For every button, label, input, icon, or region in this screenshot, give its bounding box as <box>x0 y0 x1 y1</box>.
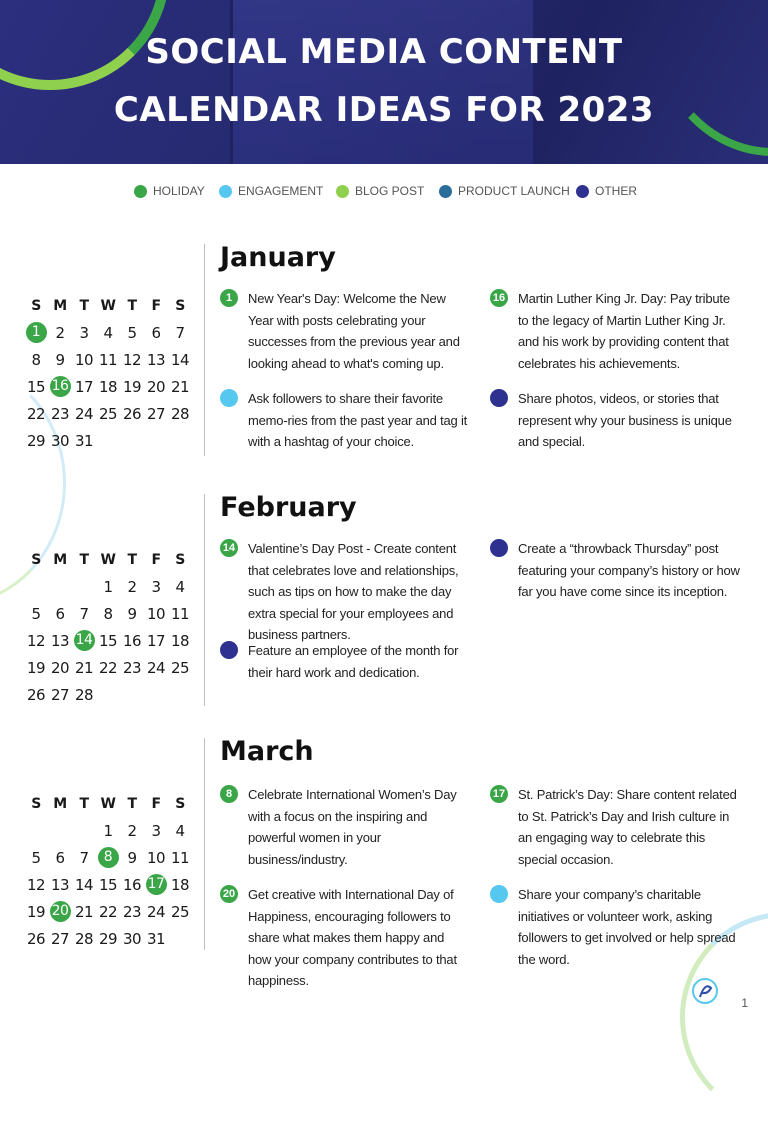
calendar-day: 11 <box>170 604 190 623</box>
event-text: St. Patrick’s Day: Share content related to St. Patrick’s Day and Irish culture in an engaging way to celebrate this special occasion. <box>518 787 737 867</box>
calendar-day: 10 <box>74 350 94 369</box>
weekday-label: T <box>79 795 89 812</box>
calendar-day: 28 <box>170 404 190 423</box>
legend-label: ENGAGEMENT <box>238 184 324 198</box>
weekday-label: T <box>127 551 137 568</box>
weekday-label: W <box>100 551 116 568</box>
weekday-label: T <box>79 297 89 314</box>
calendar-day: 12 <box>26 631 46 650</box>
calendar-day: 1 <box>103 577 113 596</box>
calendar-day: 5 <box>31 604 41 623</box>
calendar-week-row <box>24 427 192 454</box>
calendar-day: 23 <box>122 658 142 677</box>
calendar-day: 23 <box>50 404 70 423</box>
weekday-label: T <box>79 551 89 568</box>
section-divider <box>204 244 205 456</box>
weekday-label: S <box>31 795 41 812</box>
calendar-day: 14 <box>74 875 94 894</box>
calendar-day: 14 <box>170 350 190 369</box>
calendar-day: 25 <box>98 404 118 423</box>
legend-dot-icon <box>576 185 589 198</box>
page-title-line2: CALENDAR IDEAS FOR 2023 <box>113 90 655 130</box>
legend-label: HOLIDAY <box>153 184 205 198</box>
calendar-weeks <box>24 817 192 952</box>
calendar-week-row <box>24 817 192 844</box>
calendar-day: 10 <box>146 848 166 867</box>
calendar-day: 3 <box>151 577 161 596</box>
calendar-day: 12 <box>26 875 46 894</box>
calendar-week-row <box>24 346 192 373</box>
weekday-label: F <box>151 795 161 812</box>
event-item <box>220 784 470 870</box>
calendar-day: 30 <box>122 929 142 948</box>
calendar-day: 3 <box>151 821 161 840</box>
calendar-day: 5 <box>127 323 137 342</box>
calendar-week-row <box>24 627 192 654</box>
other-dot-icon <box>220 641 238 659</box>
event-item <box>220 288 470 374</box>
weekday-label: T <box>127 795 137 812</box>
highlighted-day-number: 16 <box>50 376 71 397</box>
calendar-day: 27 <box>50 685 70 704</box>
calendar-day: 29 <box>26 431 46 450</box>
calendar-day: 19 <box>26 902 46 921</box>
calendar-day: 30 <box>50 431 70 450</box>
calendar-day: 15 <box>98 875 118 894</box>
company-logo-icon <box>690 976 720 1006</box>
legend-label: OTHER <box>595 184 637 198</box>
event-item <box>490 288 740 374</box>
calendar-day: 8 <box>103 604 113 623</box>
section-divider <box>204 494 205 706</box>
calendar-day: 8 <box>31 350 41 369</box>
calendar-day: 25 <box>170 902 190 921</box>
calendar-day: 24 <box>146 658 166 677</box>
calendar-day: 13 <box>50 875 70 894</box>
calendar-day: 10 <box>146 604 166 623</box>
calendar-weeks <box>24 573 192 708</box>
highlighted-day-number: 8 <box>98 847 119 868</box>
section-divider <box>204 738 205 950</box>
weekday-label: S <box>31 297 41 314</box>
legend-label: PRODUCT LAUNCH <box>458 184 570 198</box>
header-banner <box>0 0 768 164</box>
month-title-february: February <box>220 492 357 523</box>
event-text: Ask followers to share their favorite memo-ries from the past year and tag it with a hashtag of your choice. <box>248 391 468 449</box>
calendar-week-row <box>24 319 192 346</box>
calendar-day-highlighted <box>48 901 72 922</box>
weekday-label: M <box>53 795 67 812</box>
calendar-day: 9 <box>55 350 65 369</box>
calendar-day-highlighted <box>48 376 72 397</box>
calendar-day: 26 <box>26 929 46 948</box>
page-number: 1 <box>741 996 748 1010</box>
calendar-day: 4 <box>103 323 113 342</box>
holiday-badge-icon: 17 <box>490 785 508 803</box>
legend-product-launch <box>439 184 570 198</box>
calendar-week-row <box>24 871 192 898</box>
calendar-day: 26 <box>26 685 46 704</box>
calendar-day: 13 <box>146 350 166 369</box>
calendar-day: 16 <box>122 631 142 650</box>
weekday-label: F <box>151 551 161 568</box>
legend-dot-icon <box>134 185 147 198</box>
calendar-day: 18 <box>170 875 190 894</box>
highlighted-day-number: 17 <box>146 874 167 895</box>
calendar-weeks <box>24 319 192 454</box>
calendar-day: 17 <box>74 377 94 396</box>
calendar-january <box>24 292 192 454</box>
calendar-march <box>24 790 192 952</box>
calendar-week-row <box>24 844 192 871</box>
calendar-day-highlighted <box>144 874 168 895</box>
calendar-week-row <box>24 573 192 600</box>
calendar-day: 19 <box>122 377 142 396</box>
other-dot-icon <box>490 389 508 407</box>
weekday-label: T <box>127 297 137 314</box>
calendar-week-row <box>24 400 192 427</box>
calendar-day: 12 <box>122 350 142 369</box>
calendar-day: 4 <box>175 821 185 840</box>
event-item <box>490 538 740 603</box>
weekday-label: S <box>31 551 41 568</box>
calendar-day: 6 <box>55 848 65 867</box>
calendar-day: 16 <box>122 875 142 894</box>
month-title-march: March <box>220 736 314 767</box>
calendar-february <box>24 546 192 708</box>
calendar-day: 28 <box>74 929 94 948</box>
calendar-day: 5 <box>31 848 41 867</box>
calendar-day: 15 <box>98 631 118 650</box>
calendar-day: 21 <box>74 658 94 677</box>
calendar-day: 2 <box>55 323 65 342</box>
holiday-badge-icon: 8 <box>220 785 238 803</box>
calendar-day: 18 <box>98 377 118 396</box>
event-text: Get creative with International Day of Happiness, encouraging followers to share what makes them happy and how your company contributes to that happiness. <box>248 887 457 988</box>
legend-engagement <box>219 184 323 198</box>
header-ring-right-icon <box>650 0 768 156</box>
calendar-day: 7 <box>79 604 89 623</box>
event-item <box>220 884 470 992</box>
event-item <box>490 884 740 970</box>
calendar-day: 21 <box>170 377 190 396</box>
calendar-day: 2 <box>127 821 137 840</box>
event-text: Valentine’s Day Post - Create content that celebrates love and relationships, such as tips on how to make the day extra special for your employees and business partners. <box>248 541 459 642</box>
calendar-day: 24 <box>74 404 94 423</box>
calendar-day: 27 <box>50 929 70 948</box>
highlighted-day-number: 14 <box>74 630 95 651</box>
calendar-day: 23 <box>122 902 142 921</box>
event-text: New Year's Day: Welcome the New Year with posts celebrating your successes from the previous year and looking ahead to what's coming up. <box>248 291 460 371</box>
weekday-label: S <box>175 551 185 568</box>
highlighted-day-number: 1 <box>26 322 47 343</box>
calendar-day: 18 <box>170 631 190 650</box>
event-text: Martin Luther King Jr. Day: Pay tribute to the legacy of Martin Luther King Jr. and his work by providing content that celebrates his achievements. <box>518 291 730 371</box>
calendar-day: 13 <box>50 631 70 650</box>
calendar-day-highlighted <box>96 847 120 868</box>
calendar-day: 11 <box>98 350 118 369</box>
legend-dot-icon <box>336 185 349 198</box>
weekday-label: S <box>175 795 185 812</box>
weekday-label: M <box>53 551 67 568</box>
calendar-day: 19 <box>26 658 46 677</box>
calendar-day: 24 <box>146 902 166 921</box>
calendar-day: 20 <box>50 658 70 677</box>
calendar-day: 7 <box>79 848 89 867</box>
calendar-week-row <box>24 654 192 681</box>
event-item <box>220 640 470 683</box>
holiday-badge-icon: 1 <box>220 289 238 307</box>
category-legend <box>0 184 768 204</box>
engagement-dot-icon <box>490 885 508 903</box>
header-background-photo <box>230 0 533 164</box>
calendar-week-row <box>24 898 192 925</box>
calendar-day: 9 <box>127 848 137 867</box>
calendar-day: 31 <box>74 431 94 450</box>
month-title-january: January <box>220 242 336 273</box>
calendar-day: 28 <box>74 685 94 704</box>
legend-dot-icon <box>219 185 232 198</box>
event-item <box>220 388 470 453</box>
legend-other <box>576 184 637 198</box>
holiday-badge-icon: 16 <box>490 289 508 307</box>
calendar-day: 9 <box>127 604 137 623</box>
calendar-day: 22 <box>26 404 46 423</box>
weekday-label: W <box>100 297 116 314</box>
legend-holiday <box>134 184 205 198</box>
event-text: Feature an employee of the month for their hard work and dedication. <box>248 643 459 680</box>
holiday-badge-icon: 14 <box>220 539 238 557</box>
calendar-day: 22 <box>98 658 118 677</box>
event-text: Share your company’s charitable initiatives or volunteer work, asking followers to get involved or help spread the word. <box>518 887 736 967</box>
weekday-header-row <box>24 546 192 573</box>
weekday-header-row <box>24 292 192 319</box>
calendar-day: 3 <box>79 323 89 342</box>
calendar-day: 26 <box>122 404 142 423</box>
event-text: Celebrate International Women’s Day with a focus on the inspiring and powerful women in your business/industry. <box>248 787 457 867</box>
weekday-label: W <box>100 795 116 812</box>
event-item <box>490 388 740 453</box>
page-title-line1: SOCIAL MEDIA CONTENT <box>145 32 623 72</box>
calendar-day: 25 <box>170 658 190 677</box>
highlighted-day-number: 20 <box>50 901 71 922</box>
calendar-day: 4 <box>175 577 185 596</box>
event-item <box>220 538 470 646</box>
calendar-day: 29 <box>98 929 118 948</box>
event-text: Share photos, videos, or stories that represent why your business is unique and special. <box>518 391 732 449</box>
calendar-day: 22 <box>98 902 118 921</box>
calendar-week-row <box>24 600 192 627</box>
weekday-label: F <box>151 297 161 314</box>
calendar-day-highlighted <box>24 322 48 343</box>
calendar-day: 7 <box>175 323 185 342</box>
engagement-dot-icon <box>220 389 238 407</box>
calendar-day: 1 <box>103 821 113 840</box>
weekday-label: M <box>53 297 67 314</box>
calendar-day: 17 <box>146 631 166 650</box>
legend-label: BLOG POST <box>355 184 425 198</box>
other-dot-icon <box>490 539 508 557</box>
calendar-week-row <box>24 925 192 952</box>
calendar-day: 11 <box>170 848 190 867</box>
weekday-header-row <box>24 790 192 817</box>
event-item <box>490 784 740 870</box>
calendar-day: 20 <box>146 377 166 396</box>
calendar-week-row <box>24 681 192 708</box>
calendar-day-highlighted <box>72 630 96 651</box>
calendar-day: 2 <box>127 577 137 596</box>
calendar-day: 6 <box>151 323 161 342</box>
legend-blog-post <box>336 184 424 198</box>
weekday-label: S <box>175 297 185 314</box>
calendar-day: 21 <box>74 902 94 921</box>
legend-dot-icon <box>439 185 452 198</box>
event-text: Create a “throwback Thursday” post featuring your company’s history or how far you have come since its inception. <box>518 541 740 599</box>
calendar-day: 31 <box>146 929 166 948</box>
calendar-day: 15 <box>26 377 46 396</box>
calendar-week-row <box>24 373 192 400</box>
calendar-day: 6 <box>55 604 65 623</box>
calendar-day: 27 <box>146 404 166 423</box>
holiday-badge-icon: 20 <box>220 885 238 903</box>
